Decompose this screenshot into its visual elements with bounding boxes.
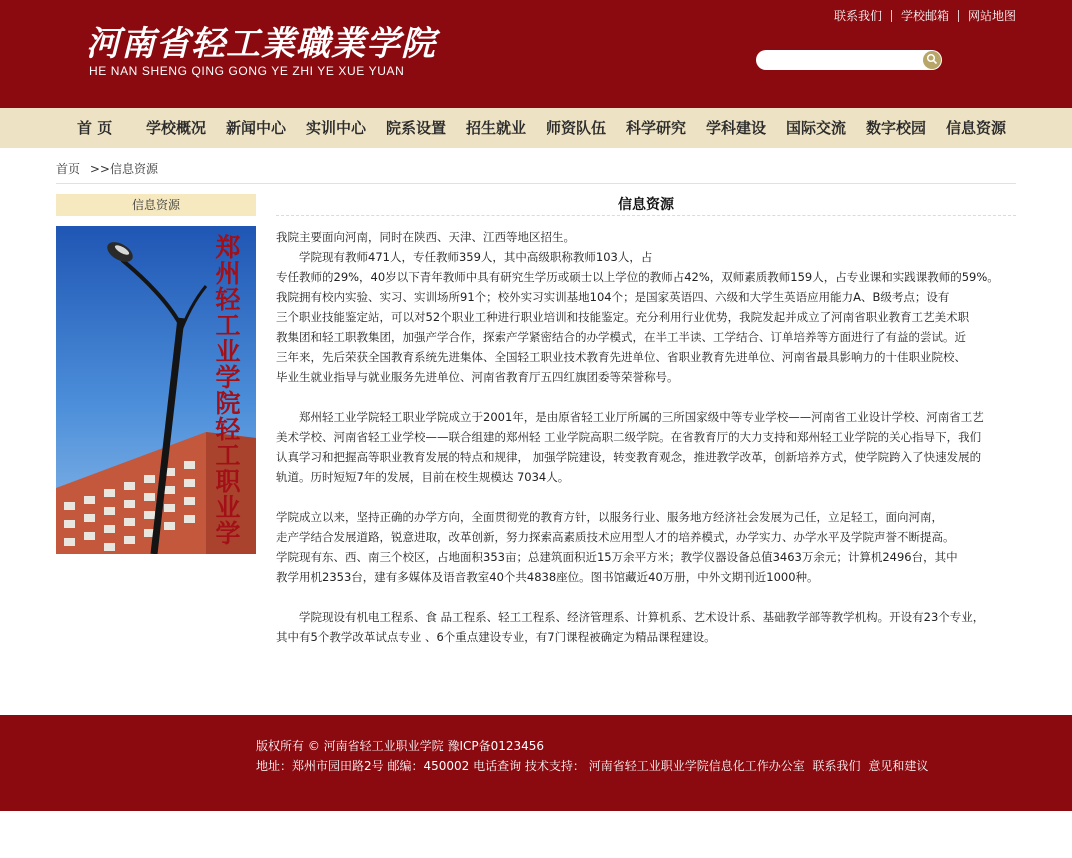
breadcrumb-divider <box>56 183 1016 184</box>
nav-info-resources[interactable]: 信息资源 <box>946 119 1007 137</box>
article-line: 学院现有东、西、南三个校区，占地面积353亩；总建筑面积近15万余平方米；教学仪器设备总值3463万余元；计算机2496台，其中 <box>276 550 958 564</box>
footer-copyright: 版权所有 © 河南省轻工业职业学院 豫ICP备0123456 <box>256 739 545 753</box>
nav-faculty[interactable]: 师资队伍 <box>546 119 607 137</box>
search-input[interactable] <box>764 52 914 68</box>
nav-disciplines[interactable]: 学科建设 <box>706 119 767 137</box>
top-links <box>834 7 1016 24</box>
nav-international[interactable]: 国际交流 <box>786 119 847 137</box>
school-mail-link[interactable]: 学校邮箱 <box>900 9 949 23</box>
breadcrumb-home[interactable]: 首页 <box>56 162 81 176</box>
breadcrumb-current: >>信息资源 <box>89 162 158 176</box>
article-line: 教学用机2353台，建有多媒体及语音教室40个共4838座位。图书馆藏近40万册，中外文期刊近1000种。 <box>276 570 819 584</box>
search-button[interactable] <box>923 51 941 69</box>
article-line: 毕业生就业指导与就业服务先进单位、河南省教育厅五四红旗团委等荣誉称号。 <box>276 370 679 384</box>
svg-text:工: 工 <box>215 311 241 340</box>
nav-training-center[interactable]: 实训中心 <box>306 119 367 137</box>
nav-home[interactable]: 首 页 <box>77 119 113 137</box>
search-box <box>756 50 942 70</box>
article-line: 轨道。历时短短7年的发展，目前在校生规模达 7034人。 <box>276 470 570 484</box>
footer-address: 地址：郑州市园田路2号 邮编：450002 电话查询 技术支持： 河南省轻工业职业学院信息化工作办公室 <box>256 759 805 773</box>
link-divider <box>891 10 892 22</box>
logo-title[interactable]: 河南省轻工業職業学院 <box>86 24 436 64</box>
article-line: 教集团和轻工职教集团，加强产学合作，探索产学紧密结合的办学模式，在半工半读、工学结合、订单培养等方面进行了有益的尝试。近 <box>276 330 966 344</box>
article-line: 我院拥有校内实验、实习、实训场所91个；校外实习实训基地104个；是国家英语四、六级和大学生英语应用能力A、B级考点；设有 <box>276 290 950 304</box>
footer-address-row <box>256 757 928 774</box>
nav-admissions[interactable]: 招生就业 <box>466 119 527 137</box>
title-divider <box>276 215 1016 216</box>
article-line: 走产学结合发展道路，锐意进取，改革创新，努力探索高素质技术应用型人才的培养模式，办学实力、办学水平及学院声誉不断提高。 <box>276 530 955 544</box>
svg-text:州: 州 <box>215 259 241 288</box>
nav-departments[interactable]: 院系设置 <box>386 119 447 137</box>
search-icon <box>926 53 938 68</box>
svg-text:轻: 轻 <box>215 285 241 314</box>
svg-text:学: 学 <box>215 519 241 548</box>
article-line: 学院成立以来，坚持正确的办学方向，全面贯彻党的教育方针，以服务行业、服务地方经济社会发展为己任，立足轻工，面向河南， <box>276 510 943 524</box>
nav-school-overview[interactable]: 学校概况 <box>146 119 207 137</box>
svg-text:业: 业 <box>215 493 241 522</box>
article-line: 郑州轻工业学院轻工职业学院成立于2001年，是由原省轻工业厅所属的三所国家级中等专业学校——河南省工业设计学校、河南省工艺 <box>276 410 984 424</box>
article-line: 学院现有教师471人，专任教师359人，其中高级职称教师103人，占 <box>276 250 653 264</box>
article-line: 美术学校、河南省轻工业学校——联合组建的郑州轻 工业学院高职二级学院。在省教育厅的大力支持和郑州轻工业学院的关心指导下，我们 <box>276 430 982 444</box>
svg-text:郑: 郑 <box>215 233 241 262</box>
article-line: 认真学习和把握高等职业教育发展的特点和规律， 加强学院建设，转变教育观念，推进教学改革，创新培养方式，使学院跨入了快速发展的 <box>276 450 982 464</box>
article-line: 三年来，先后荣获全国教育系统先进集体、全国轻工职业技术教育先进单位、省职业教育先进单位、河南省最具影响力的十佳职业院校、 <box>276 350 966 364</box>
article-line: 三个职业技能鉴定站，可以对52个职业工种进行职业培训和技能鉴定。充分利用行业优势，我院发起并成立了河南省职业教育工艺美术职 <box>276 310 970 324</box>
paragraph-gap <box>276 587 1018 607</box>
page-title: 信息资源 <box>618 197 674 213</box>
article-line: 专任教师的29%，40岁以下青年教师中具有研究生学历或硕士以上学位的教师占42%，双师素质教师159人，占专业课和实践课教师的59%。 <box>276 270 999 284</box>
site-footer <box>0 715 1072 811</box>
paragraph-gap <box>276 487 1018 507</box>
article-body <box>276 227 1018 647</box>
sidebar-campus-image <box>56 226 256 554</box>
svg-text:职: 职 <box>215 467 241 496</box>
svg-text:院: 院 <box>215 389 241 418</box>
site-header <box>0 0 1072 108</box>
sidebar-title: 信息资源 <box>56 194 256 216</box>
article-line: 我院主要面向河南，同时在陕西、天津、江西等地区招生。 <box>276 230 575 244</box>
contact-us-link[interactable]: 联系我们 <box>833 9 882 23</box>
nav-digital-campus[interactable]: 数字校园 <box>866 119 927 137</box>
svg-text:业: 业 <box>215 337 241 366</box>
footer-feedback-link[interactable]: 意见和建议 <box>868 759 929 773</box>
breadcrumb <box>56 160 158 177</box>
nav-research[interactable]: 科学研究 <box>626 119 687 137</box>
nav-news-center[interactable]: 新闻中心 <box>226 119 287 137</box>
svg-text:工: 工 <box>215 441 241 470</box>
link-divider <box>958 10 959 22</box>
sitemap-link[interactable]: 网站地图 <box>967 9 1016 23</box>
logo-subtitle: HE NAN SHENG QING GONG YE ZHI YE XUE YUAN <box>89 64 405 78</box>
article-line: 其中有5个教学改革试点专业 、6个重点建设专业，有7门课程被确定为精品课程建设。 <box>276 630 716 644</box>
svg-text:学: 学 <box>215 363 241 392</box>
footer-contact-link[interactable]: 联系我们 <box>812 759 861 773</box>
main-nav <box>0 108 1072 148</box>
svg-text:轻: 轻 <box>215 415 241 444</box>
article-line: 学院现设有机电工程系、食 品工程系、轻工工程系、经济管理系、计算机系、艺术设计系、基础教学部等教学机构。开设有23个专业， <box>276 610 985 624</box>
paragraph-gap <box>276 387 1018 407</box>
